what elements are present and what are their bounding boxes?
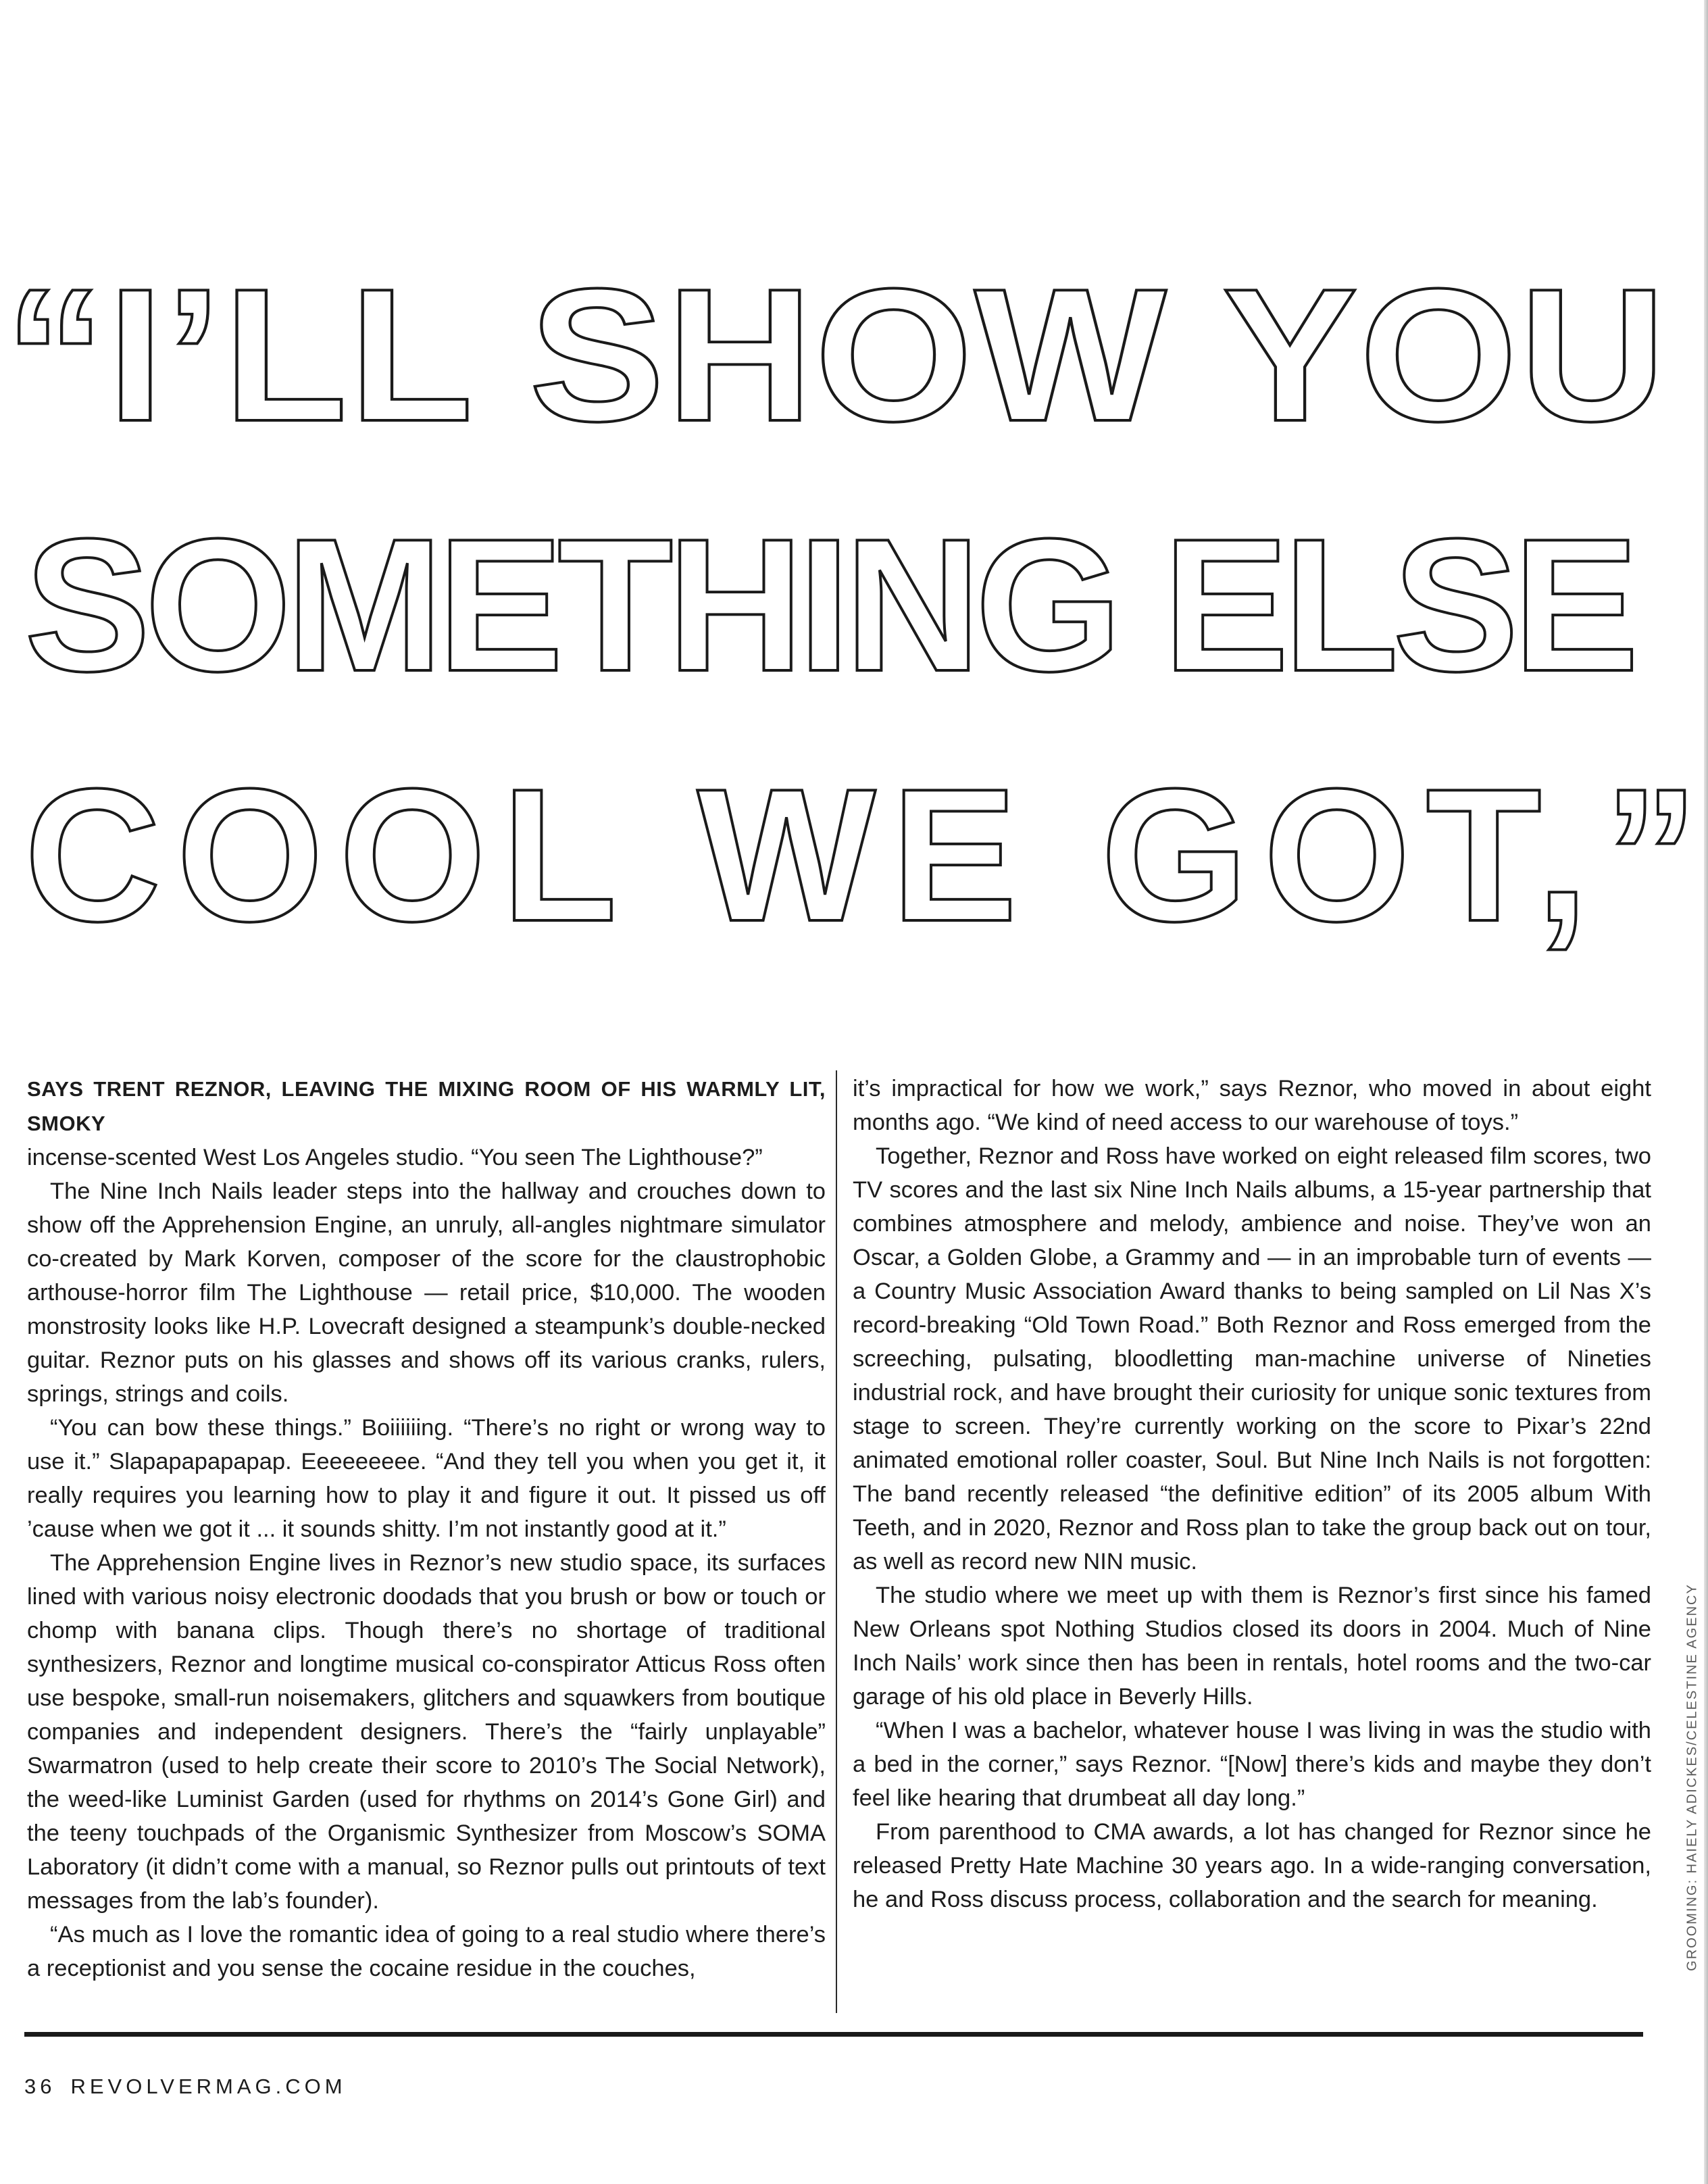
page-footer <box>24 2075 347 2099</box>
column-divider <box>836 1070 837 2013</box>
svg-text:“I’LL SHOW YOU: “I’LL SHOW YOU <box>4 270 1667 461</box>
article-paragraph: From parenthood to CMA awards, a lot has changed for Reznor since he released Pretty Hate Machine 30 years ago. In a wide-ranging conversation, he and Ross discuss process, collaboration and the search for meaning. <box>853 1819 1651 1912</box>
article-paragraph: “You can bow these things.” Boiiiiiing. “There’s no right or wrong way to use it.” Slapapapapapap. Eeeeeeeee. “And they tell you when you get it, it really requires you learning how to play it and figure it out. It pissed us off ’cause when we got it ... it sounds shitty. I’m not instantly good at it.” <box>27 1415 826 1542</box>
svg-text:COOL WE GOT,”: COOL WE GOT,” <box>24 750 1700 961</box>
lead-in: SAYS TRENT REZNOR, LEAVING THE MIXING ROOM OF HIS WARMLY LIT, SMOKY <box>27 1077 826 1135</box>
page-number: 36 <box>24 2075 56 2098</box>
article-paragraph <box>27 1072 826 1174</box>
footer-rule <box>24 2032 1643 2037</box>
article-paragraph: The Apprehension Engine lives in Reznor’s new studio space, its surfaces lined with various noisy electronic doodads that you brush or bow or touch or chomp with banana clips. Though there’s no shortage of traditional synthesizers, Reznor and longtime musical co-conspirator Atticus Ross often use bespoke, small-run noisemakers, glitchers and squawkers from boutique companies and independent designers. There’s the “fairly unplayable” Swarmatron (used to help create their score to 2010’s The Social Network), the weed-like Luminist Garden (used for rhythms on 2014’s Gone Girl) and the teeny touchpads of the Organismic Synthesizer from Moscow’s SOMA Laboratory (it didn’t come with a manual, so Reznor pulls out printouts of text messages from the lab’s founder). <box>27 1550 826 1914</box>
page-edge <box>1704 0 1708 2184</box>
pull-quote-headline <box>0 270 1708 1000</box>
headline-line-3 <box>24 750 1700 961</box>
photo-credit: GROOMING: HAIELY ADICKES/CELESTINE AGENCY <box>1684 1583 1700 1971</box>
paragraph-text: incense-scented West Los Angeles studio. “You seen The Lighthouse?” <box>27 1145 763 1170</box>
article-paragraph: The Nine Inch Nails leader steps into the hallway and crouches down to show off the Apprehension Engine, an unruly, all-angles nightmare simulator co-created by Mark Korven, composer of the score for the claustrophobic arthouse-horror film The Lighthouse — retail price, $10,000. The wooden monstrosity looks like H.P. Lovecraft designed a steampunk’s double-necked guitar. Reznor puts on his glasses and shows off its various cranks, rulers, springs, strings and coils. <box>27 1178 826 1407</box>
article-column-left <box>27 1072 826 1985</box>
article-paragraph: it’s impractical for how we work,” says Reznor, who moved in about eight months ago. “We kind of need access to our warehouse of toys.” <box>853 1076 1651 1135</box>
article-paragraph: “As much as I love the romantic idea of going to a real studio where there’s a receptionist and you sense the cocaine residue in the couches, <box>27 1922 826 1981</box>
article-column-right <box>853 1072 1651 1916</box>
headline-line-2 <box>24 500 1640 711</box>
site-url: REVOLVERMAG.COM <box>70 2075 347 2098</box>
article-paragraph: Together, Reznor and Ross have worked on eight released film scores, two TV scores and the last six Nine Inch Nails albums, a 15-year partnership that combines atmosphere and melody, ambience and noise. They’ve won an Oscar, a Golden Globe, a Grammy and — in an improbable turn of events — a Country Music Association Award thanks to being sampled on Lil Nas X’s record-breaking “Old Town Road.” Both Reznor and Ross emerged from the screeching, pulsating, bloodletting man-machine universe of Nineties industrial rock, and have brought their curiosity for unique sonic textures from stage to screen. They’re currently working on the score to Pixar’s 22nd animated emotional roller coaster, Soul. But Nine Inch Nails is not forgotten: The band recently released “the definitive edition” of its 2005 album With Teeth, and in 2020, Reznor and Ross plan to take the group back out on tour, as well as record new NIN music. <box>853 1143 1651 1574</box>
headline-line-1 <box>4 270 1667 461</box>
svg-text:SOMETHING ELSE: SOMETHING ELSE <box>24 500 1640 711</box>
article-paragraph: The studio where we meet up with them is Reznor’s first since his famed New Orleans spot Nothing Studios closed its doors in 2004. Much of Nine Inch Nails’ work since then has been in rentals, hotel rooms and the two-car garage of his old place in Beverly Hills. <box>853 1583 1651 1710</box>
article-paragraph: “When I was a bachelor, whatever house I was living in was the studio with a bed in the corner,” says Reznor. “[Now] there’s kids and maybe they don’t feel like hearing that drumbeat all day long.” <box>853 1718 1651 1811</box>
